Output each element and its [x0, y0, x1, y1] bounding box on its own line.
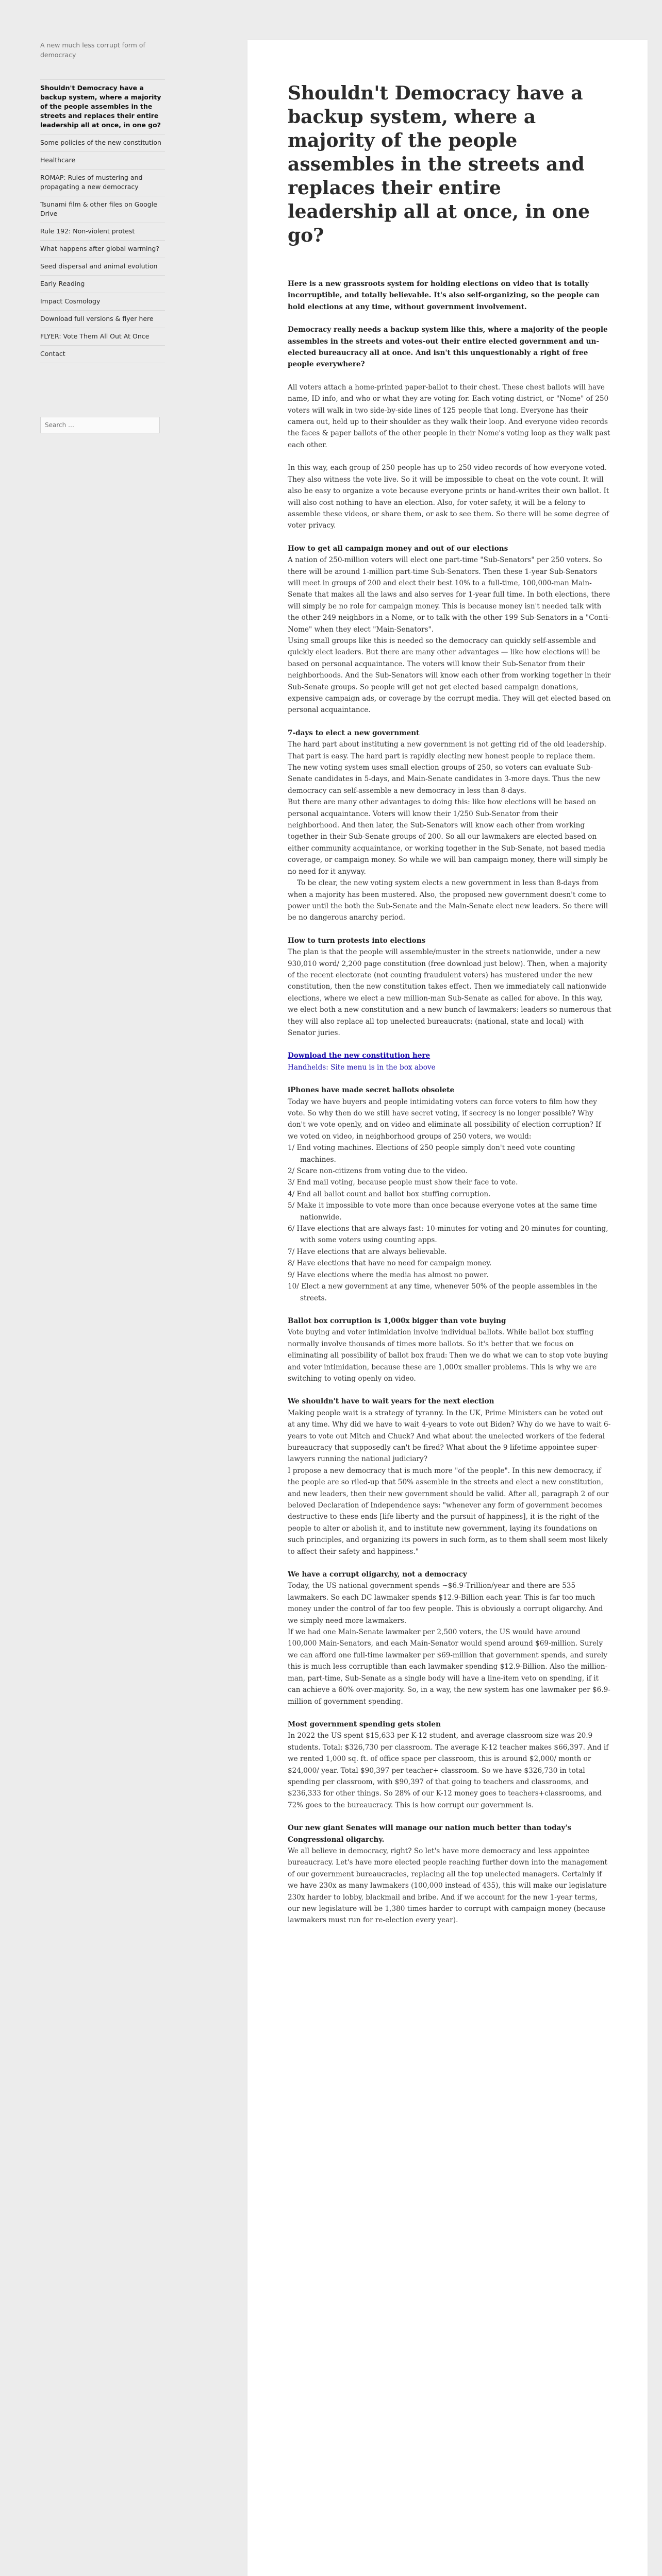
- section-body: [288, 1730, 611, 1811]
- section-body: [288, 1408, 611, 1557]
- section-heading: How to get all campaign money and out of our elections: [288, 544, 508, 553]
- list-item: 2/ Scare non-citizens from voting due to the video.: [288, 1167, 468, 1176]
- site-menu: [40, 79, 165, 363]
- intro-paragraph: Democracy really needs a backup system like this, where a majority of the people assembles in the streets and votes-out their entire elected government and un-elected bureaucracy all at once. And isn't this unquestionably a right of free people everywhere?: [288, 326, 608, 369]
- sections-part-2: [288, 1084, 611, 1926]
- sections-part-1: [288, 543, 611, 1039]
- sidebar-item-11[interactable]: FLYER: Vote Them All Out At Once: [40, 328, 165, 346]
- list-item: 3/ End mail voting, because people must show their face to vote.: [288, 1178, 518, 1187]
- intro: [288, 278, 611, 532]
- list-item: 1/ End voting machines. Elections of 250 people simply don't need vote counting machines.: [288, 1144, 575, 1164]
- section-paragraph: A nation of 250-million voters will elect one part-time "Sub-Senators" per 250 voters. So there will be around 1-million part-time Sub-Senators. Then these 1-year Sub-Senators will meet in groups of 200 and elect their best 10% to a full-time, 100,000-man Main-Senate that makes all the laws and also serves for 1-year full time. In both elections, there will simply be no role for campaign money. This is because money isn't needed talk with the other 249 neighbors in a Nome, or to talk with the other 199 Sub-Senators in a "Conti-Nome" when they elect "Main-Senators".: [288, 556, 610, 634]
- article-card: [247, 40, 648, 2576]
- site-description: A new much less corrupt form of democracy: [40, 41, 145, 59]
- section-heading: Our new giant Senates will manage our nation much better than today's Congressional oligarchy.: [288, 1824, 572, 1844]
- section-body: [288, 739, 611, 924]
- article-section: [288, 1396, 611, 1557]
- sidebar-item-9[interactable]: Impact Cosmology: [40, 293, 165, 311]
- list-item: 4/ End all ballot count and ballot box stuffing corruption.: [288, 1190, 491, 1198]
- section-paragraph: Vote buying and voter intimidation involve individual ballots. While ballot box stuffing normally involve thousands of times more ballots. So it's better that we focus on eliminating all possibility of ballot box fraud: Then we do what we can to stop vote buying and voter intimidation, because these are 1,000x smaller problems. This is why we are switching to voting openly on video.: [288, 1328, 608, 1383]
- intro-paragraph: All voters attach a home-printed paper-ballot to their chest. These chest ballots will have name, ID info, and who or what they are voting for. Each voting district, or "Nome" of 250 voters will walk in two side-by-side lines of 125 people that long. Everyone has their camera out, held up to their shoulder as they walk their loop. And everyone video records the faces & paper ballots of the other people in their Nome's voting loop as they walk past each other.: [288, 383, 610, 449]
- entry-content: [247, 40, 648, 1926]
- sidebar-item-12[interactable]: Contact: [40, 346, 165, 363]
- sidebar-item-2[interactable]: Healthcare: [40, 152, 165, 170]
- section-paragraph: If we had one Main-Senate lawmaker per 2,500 voters, the US would have around 100,000 Main-Senators, and each Main-Senator would spend around $69-million. Surely we can afford one full-time lawmaker per $69-million that government spends, and surely this is much less corruptible than each lawmaker spending $12.9-Billion. Also the million-man, part-time, Sub-Senate as a single body will have a line-item veto on spending, if it can achieve a 60% over-majority. So, in a way, the new system has one lawmaker per $6.9-million of government spending.: [288, 1628, 610, 1706]
- numbered-list: [288, 1142, 611, 1304]
- section-body: [288, 1327, 611, 1384]
- list-item: 9/ Have elections where the media has almost no power.: [288, 1270, 489, 1279]
- section-paragraph: Using small groups like this is needed so the democracy can quickly self-assemble and quickly elect leaders. But there are many other advantages — like how elections will be based on personal acquaintance. The voters will know their Sub-Senator from their neighborhoods. And the Sub-Senators will know each other from working together in their Sub-Senate groups. So people will get not get elected based campaign donations, expensive campaign ads, or coverage by the corrupt media. They will get elected based on personal acquaintance.: [288, 636, 611, 715]
- intro-paragraph: In this way, each group of 250 people has up to 250 video records of how everyone voted. They also witness the vote live. So it will be impossible to cheat on the vote count. It will also be easy to organize a vote because everyone prints or hand-writes their own ballot. It will also cost nothing to have an election. Also, for voter safety, it will be a felony to assemble these videos, or share them, or ask to see them. So there will be some degree of voter privacy.: [288, 464, 609, 530]
- article-section: [288, 935, 611, 1039]
- page-title: Shouldn't Democracy have a backup system, where a majority of the people assembles in the streets and replaces their entire leadership all at once, in one go?: [288, 82, 590, 246]
- download-constitution-link[interactable]: Download the new constitution here: [288, 1052, 431, 1060]
- section-paragraph: To be clear, the new voting system elects a new government in less than 8-days from when a majority has been mustered. Also, the proposed new government doesn't come to power until the both the Sub-Senate and the Main-Senate elect new leaders. So there will be no dangerous anarchy period.: [288, 879, 608, 922]
- section-heading: Ballot box corruption is 1,000x bigger than vote buying: [288, 1316, 506, 1325]
- section-heading: Most government spending gets stolen: [288, 1720, 441, 1728]
- article-section: [288, 1084, 611, 1304]
- sidebar: [40, 40, 165, 433]
- section-heading: We shouldn't have to wait years for the next election: [288, 1397, 494, 1406]
- sidebar-item-7[interactable]: Seed dispersal and animal evolution: [40, 258, 165, 276]
- download-paragraph: [288, 1050, 611, 1073]
- search-input[interactable]: [40, 417, 160, 433]
- section-paragraph: The plan is that the people will assemble/muster in the streets nationwide, under a new 930,010 word/ 2,200 page constitution (free download just below). Then, when a majority of the recent electorate (not counting fraudulent voters) has mustered under the new constitution, then the new constitution takes effect. Then we immediately call nationwide elections, where we elect a new million-man Sub-Senate as called for above. In this way, we elect both a new constitution and a new bunch of lawmakers: leaders so numerous that they will also replace all top unelected bureaucrats: (national, state and local) with Senator juries.: [288, 948, 611, 1037]
- sidebar-item-10[interactable]: Download full versions & flyer here: [40, 311, 165, 328]
- section-body: [288, 946, 611, 1039]
- section-paragraph: I propose a new democracy that is much more "of the people". In this new democracy, if the people are so riled-up that 50% assemble in the streets and elect a new constitution, and new leaders, then their new government should be valid. After all, paragraph 2 of our beloved Declaration of Independence says: "whenever any form of government becomes destructive to these ends [life liberty and the pursuit of happiness], it is the right of the people to alter or abolish it, and to institute new government, laying its foundations on such principles, and organizing its powers in such form, as to them shall seem most likely to affect their safety and happiness.": [288, 1466, 609, 1556]
- article-section: [288, 543, 611, 716]
- article-section: [288, 1822, 611, 1926]
- section-paragraph: Today, the US national government spends ~$6.9-Trillion/year and there are 535 lawmakers. So each DC lawmaker spends $12.9-Billion each year. This is far too much money under the control of far too few people. This is obviously a corrupt oligarchy. And we simply need more lawmakers.: [288, 1582, 603, 1625]
- handhelds-note: Handhelds: Site menu is in the box above: [288, 1063, 436, 1072]
- sidebar-item-4[interactable]: Tsunami film & other files on Google Drive: [40, 196, 165, 223]
- list-item: 7/ Have elections that are always believable.: [288, 1247, 447, 1256]
- article-section: [288, 1569, 611, 1707]
- intro-paragraph: Here is a new grassroots system for holding elections on video that is totally incorruptible, and totally believable. It's also self-organizing, so the people can hold elections at any time, without government involvement.: [288, 280, 600, 311]
- section-paragraph: Making people wait is a strategy of tyranny. In the UK, Prime Ministers can be voted out at any time. Why did we have to wait 4-years to vote out Biden? Why do we have to wait 6-years to vote out Mitch and Chuck? And what about the unelected workers of the federal bureaucracy that supposedly can't be fired? What about the 9 lifetime appointee super-lawyers running the national judiciary?: [288, 1409, 611, 1464]
- sidebar-item-0[interactable]: Shouldn't Democracy have a backup system, where a majority of the people assembles in the streets and replaces their entire leadership all at once, in one go?: [40, 80, 165, 134]
- section-body: [288, 1845, 611, 1926]
- section-heading: iPhones have made secret ballots obsolete: [288, 1086, 455, 1095]
- search-widget: [40, 417, 165, 433]
- section-paragraph: We all believe in democracy, right? So let's have more democracy and less appointee bureaucracy. Let's have more elected people reaching further down into the management of our government bureaucracies, replacing all the top unelected managers. Certainly if we have 230x as many lawmakers (100,000 instead of 435), this will make our legislature 230x harder to lobby, blackmail and bribe. And if we account for the new 1-year terms, our new legislature will be 1,380 times harder to corrupt with campaign money (because lawmakers must run for re-election every year).: [288, 1846, 608, 1925]
- sidebar-item-6[interactable]: What happens after global warming?: [40, 241, 165, 258]
- sidebar-item-3[interactable]: ROMAP: Rules of mustering and propagating a new democracy: [40, 170, 165, 196]
- section-paragraph: But there are many other advantages to doing this: like how elections will be based on personal acquaintance. Voters will know their 1/250 Sub-Senator from their neighborhood. And then later, the Sub-Senators will know each other from working together in their Sub-Senate groups of 200. So all our lawmakers are elected based on either community acquaintance, or working together in the Sub-Senate, not based media coverage, or campaign money. So while we will ban campaign money, there will simply be no need for it anyway.: [288, 798, 608, 876]
- section-paragraph: In 2022 the US spent $15,633 per K-12 student, and average classroom size was 20.9 students. Total: $326,730 per classroom. The average K-12 teacher makes $66,397. And if we rented 1,000 sq. ft. of office space per classroom, this is around $2,000/ month or $24,000/ year. Total $90,397 per teacher+ classroom. So we have $326,730 in total spending per classroom, with $90,397 of that going to teachers and classrooms, and $236,333 for other things. So 28% of our K-12 money goes to teachers+classrooms, and 72% goes to the bureaucracy. This is how corrupt our government is.: [288, 1732, 609, 1809]
- list-item: 10/ Elect a new government at any time, whenever 50% of the people assembles in the streets.: [288, 1282, 598, 1302]
- section-paragraph: The new voting system uses small election groups of 250, so voters can evaluate Sub-Senate candidates in 5-days, and Main-Senate candidates in 3-more days. Thus the new democracy can self-assemble a new democracy in less than 8-days.: [288, 764, 601, 795]
- section-heading: We have a corrupt oligarchy, not a democracy: [288, 1570, 467, 1579]
- list-item: 6/ Have elections that are always fast: 10-minutes for voting and 20-minutes for counting, with some voters using counting apps.: [288, 1225, 608, 1245]
- sidebar-item-8[interactable]: Early Reading: [40, 276, 165, 293]
- section-body: [288, 1580, 611, 1707]
- section-paragraph: The hard part about instituting a new government is not getting rid of the old leadership. That part is easy. The hard part is rapidly electing new honest people to replace them.: [288, 740, 606, 760]
- section-heading: 7-days to elect a new government: [288, 728, 420, 737]
- list-item: 8/ Have elections that have no need for campaign money.: [288, 1259, 492, 1268]
- sidebar-item-5[interactable]: Rule 192: Non-violent protest: [40, 223, 165, 241]
- sidebar-item-1[interactable]: Some policies of the new constitution: [40, 134, 165, 152]
- article-section: [288, 727, 611, 924]
- section-paragraph: Today we have buyers and people intimidating voters can force voters to film how they vote. So why then do we still have secret voting, if secrecy is no longer possible? Why don't we vote openly, and on video and eliminate all possibility of election corruption? If we voted on video, in neighborhood groups of 250 voters, we would:: [288, 1097, 601, 1141]
- section-body: [288, 1096, 611, 1304]
- section-body: [288, 554, 611, 716]
- list-item: 5/ Make it impossible to vote more than once because everyone votes at the same time nationwide.: [288, 1201, 598, 1222]
- section-heading: How to turn protests into elections: [288, 936, 426, 945]
- article-section: [288, 1315, 611, 1384]
- article-section: [288, 1719, 611, 1811]
